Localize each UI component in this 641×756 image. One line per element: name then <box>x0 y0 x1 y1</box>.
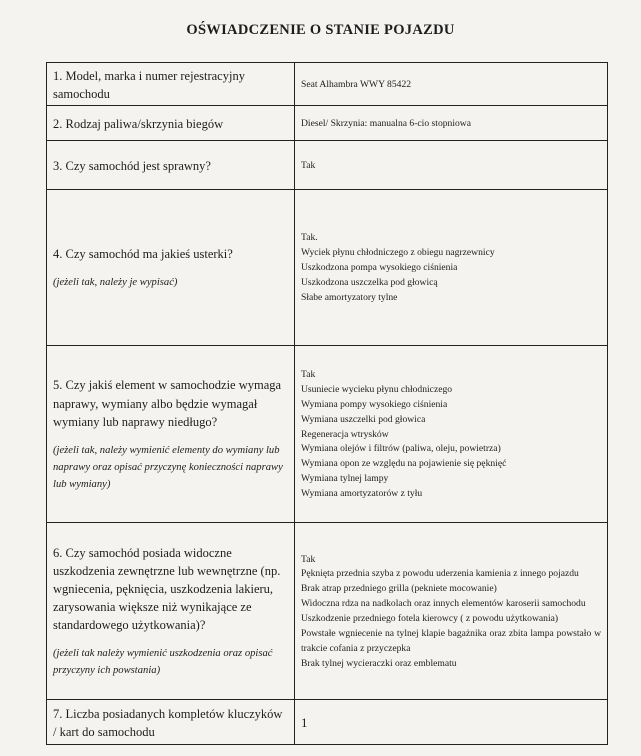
answer-cell <box>295 346 607 522</box>
question-note: (jeżeli tak, należy je wypisać) <box>53 277 178 289</box>
answer-line: Regeneracja wtrysków <box>301 428 389 440</box>
answer-line: Seat Alhambra WWY 85422 <box>301 78 412 90</box>
answer-line: Powstałe wgniecenie na tylnej klapie bagażnika oraz zbita lampa powstało w trakcie cofania z przyczepka <box>301 627 601 654</box>
answer-cell <box>295 106 607 140</box>
vehicle-condition-table <box>46 62 608 745</box>
answer-line: Wyciek płynu chłodniczego z obiegu nagrzewnicy <box>301 247 495 259</box>
answer-line: Brak atrap przedniego grilla (pekniete mocowanie) <box>301 583 497 595</box>
table-row <box>47 189 607 345</box>
answer-line: Brak tylnej wycieraczki oraz emblematu <box>301 657 457 669</box>
table-row <box>47 63 607 105</box>
answer-line: Tak <box>301 553 316 565</box>
answer-line: Tak <box>301 369 316 381</box>
table-row <box>47 105 607 140</box>
answer-line: Widoczna rdza na nadkolach oraz innych elementów karoserii samochodu <box>301 598 586 610</box>
question-text: 7. Liczba posiadanych kompletów kluczyków / kart do samochodu <box>53 706 283 739</box>
answer-cell <box>295 523 607 699</box>
answer-cell <box>295 190 607 345</box>
answer-line: Wymiana opon ze względu na pojawienie się pęknięć <box>301 458 507 470</box>
question-text: 2. Rodzaj paliwa/skrzynia biegów <box>53 116 224 131</box>
question-note: (jeżeli tak należy wymienić uszkodzenia oraz opisać przyczyny ich powstania) <box>53 648 273 677</box>
answer-line: Wymiana pompy wysokiego ciśnienia <box>301 398 448 410</box>
answer-line: Tak <box>301 159 316 171</box>
answer-line: Diesel/ Skrzynia: manualna 6-cio stopniowa <box>301 117 471 129</box>
answer-line: Usuniecie wycieku płynu chłodniczego <box>301 383 453 395</box>
answer-line: Uszkodzona pompa wysokiego ciśnienia <box>301 262 458 274</box>
table-row <box>47 522 607 699</box>
table-row <box>47 699 607 744</box>
question-note: (jeżeli tak, należy wymienić elementy do wymiany lub naprawy oraz opisać przyczynę konieczności naprawy lub wymiany) <box>53 444 283 490</box>
answer-line: Wymiana olejów i filtrów (paliwa, oleju, powietrza) <box>301 443 501 455</box>
table-row <box>47 140 607 189</box>
answer-line: Uszkodzenie przedniego fotela kierowcy ( z powodu użytkowania) <box>301 613 559 624</box>
answer-line: Uszkodzona uszczelka pod głowicą <box>301 276 438 288</box>
question-text: 5. Czy jakiś element w samochodzie wymaga naprawy, wymiany albo będzie wymagał wymiany lub naprawy niedługo? <box>53 378 282 429</box>
answer-cell <box>295 700 607 744</box>
question-text: 3. Czy samochód jest sprawny? <box>53 158 211 173</box>
answer-line: Słabe amortyzatory tylne <box>301 291 398 303</box>
question-text: 6. Czy samochód posiada widoczne uszkodzenia zewnętrzne lub wewnętrzne (np. wgniecenia, pęknięcia, uszkodzenia lakieru, zarysowania większe niż wynikające ze standardowego użytkowania)? <box>53 545 281 633</box>
answer-cell <box>295 63 607 105</box>
question-cell <box>47 63 295 105</box>
document-title: OŚWIADCZENIE O STANIE POJAZDU <box>186 22 455 38</box>
answer-line: Tak. <box>301 232 318 244</box>
answer-cell <box>295 141 607 189</box>
question-cell <box>47 700 295 744</box>
table-row <box>47 345 607 522</box>
answer-line: Pęknięta przednia szyba z powodu uderzenia kamienia z innego pojazdu <box>301 568 579 580</box>
question-cell <box>47 346 295 522</box>
answer-line: 1 <box>301 714 308 730</box>
question-cell <box>47 106 295 140</box>
question-cell <box>47 523 295 699</box>
question-cell <box>47 141 295 189</box>
question-text: 1. Model, marka i numer rejestracyjny samochodu <box>53 68 245 101</box>
answer-line: Wymiana amortyzatorów z tyłu <box>301 488 423 499</box>
question-text: 4. Czy samochód ma jakieś usterki? <box>53 246 233 261</box>
question-cell <box>47 190 295 345</box>
answer-line: Wymiana uszczelki pod głowica <box>301 413 426 425</box>
answer-line: Wymiana tylnej lampy <box>301 473 389 485</box>
